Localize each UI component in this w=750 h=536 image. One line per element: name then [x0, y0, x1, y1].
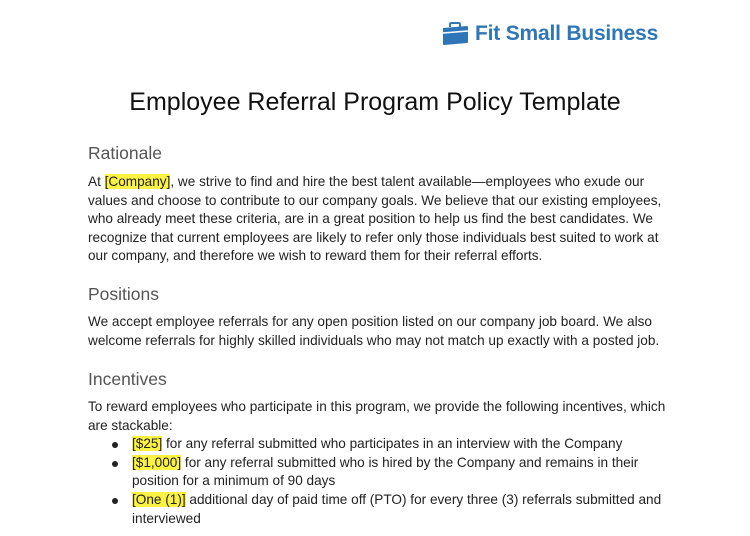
- briefcase-icon: [441, 22, 469, 46]
- brand-logo: [441, 22, 658, 46]
- incentive-text: additional day of paid time off (PTO) for every three (3) referrals submitted and interviewed: [132, 491, 662, 526]
- bullet-icon: [112, 442, 118, 448]
- incentive-amount: [One (1)]: [132, 491, 186, 507]
- list-item: [112, 454, 668, 491]
- rationale-heading: Rationale: [88, 143, 162, 163]
- incentive-amount: [$1,000]: [132, 454, 182, 470]
- incentives-heading: Incentives: [88, 369, 167, 389]
- incentive-amount: [$25]: [132, 436, 163, 452]
- rationale-text: [88, 173, 668, 266]
- company-placeholder: [Company]: [104, 174, 171, 189]
- incentive-text: for any referral submitted who is hired by the Company and remains in their position for a minimum of 90 days: [132, 454, 639, 489]
- positions-text: We accept employee referrals for any open position listed on our company job board. We also welcome referrals for highly skilled individuals who may not match up exactly with a posted job.: [88, 314, 660, 348]
- section-incentives: [88, 369, 668, 528]
- list-item: [112, 435, 668, 454]
- incentives-list: [88, 435, 668, 528]
- rationale-pre: At: [88, 174, 105, 189]
- rationale-post: , we strive to find and hire the best talent available—employees who exude our values and choose to contribute to our company goals. We believe that our existing employees, who already meet these criteria, are in a great position to help us find the best candidates. We recognize that current employees are likely to refer only those individuals best suited to work at our company, and therefore we wish to reward them for their referral efforts.: [88, 174, 662, 264]
- incentives-intro: To reward employees who participate in this program, we provide the following incentives, which are stackable:: [88, 399, 666, 433]
- brand-name: Fit Small Business: [475, 22, 659, 45]
- document-title: Employee Referral Program Policy Template: [129, 88, 621, 116]
- section-positions: [88, 284, 668, 350]
- bullet-icon: [112, 498, 118, 504]
- bullet-icon: [112, 461, 118, 467]
- positions-heading: Positions: [88, 284, 160, 304]
- list-item: [112, 491, 668, 528]
- section-rationale: [88, 143, 668, 266]
- incentive-text: for any referral submitted who participates in an interview with the Company: [162, 436, 623, 452]
